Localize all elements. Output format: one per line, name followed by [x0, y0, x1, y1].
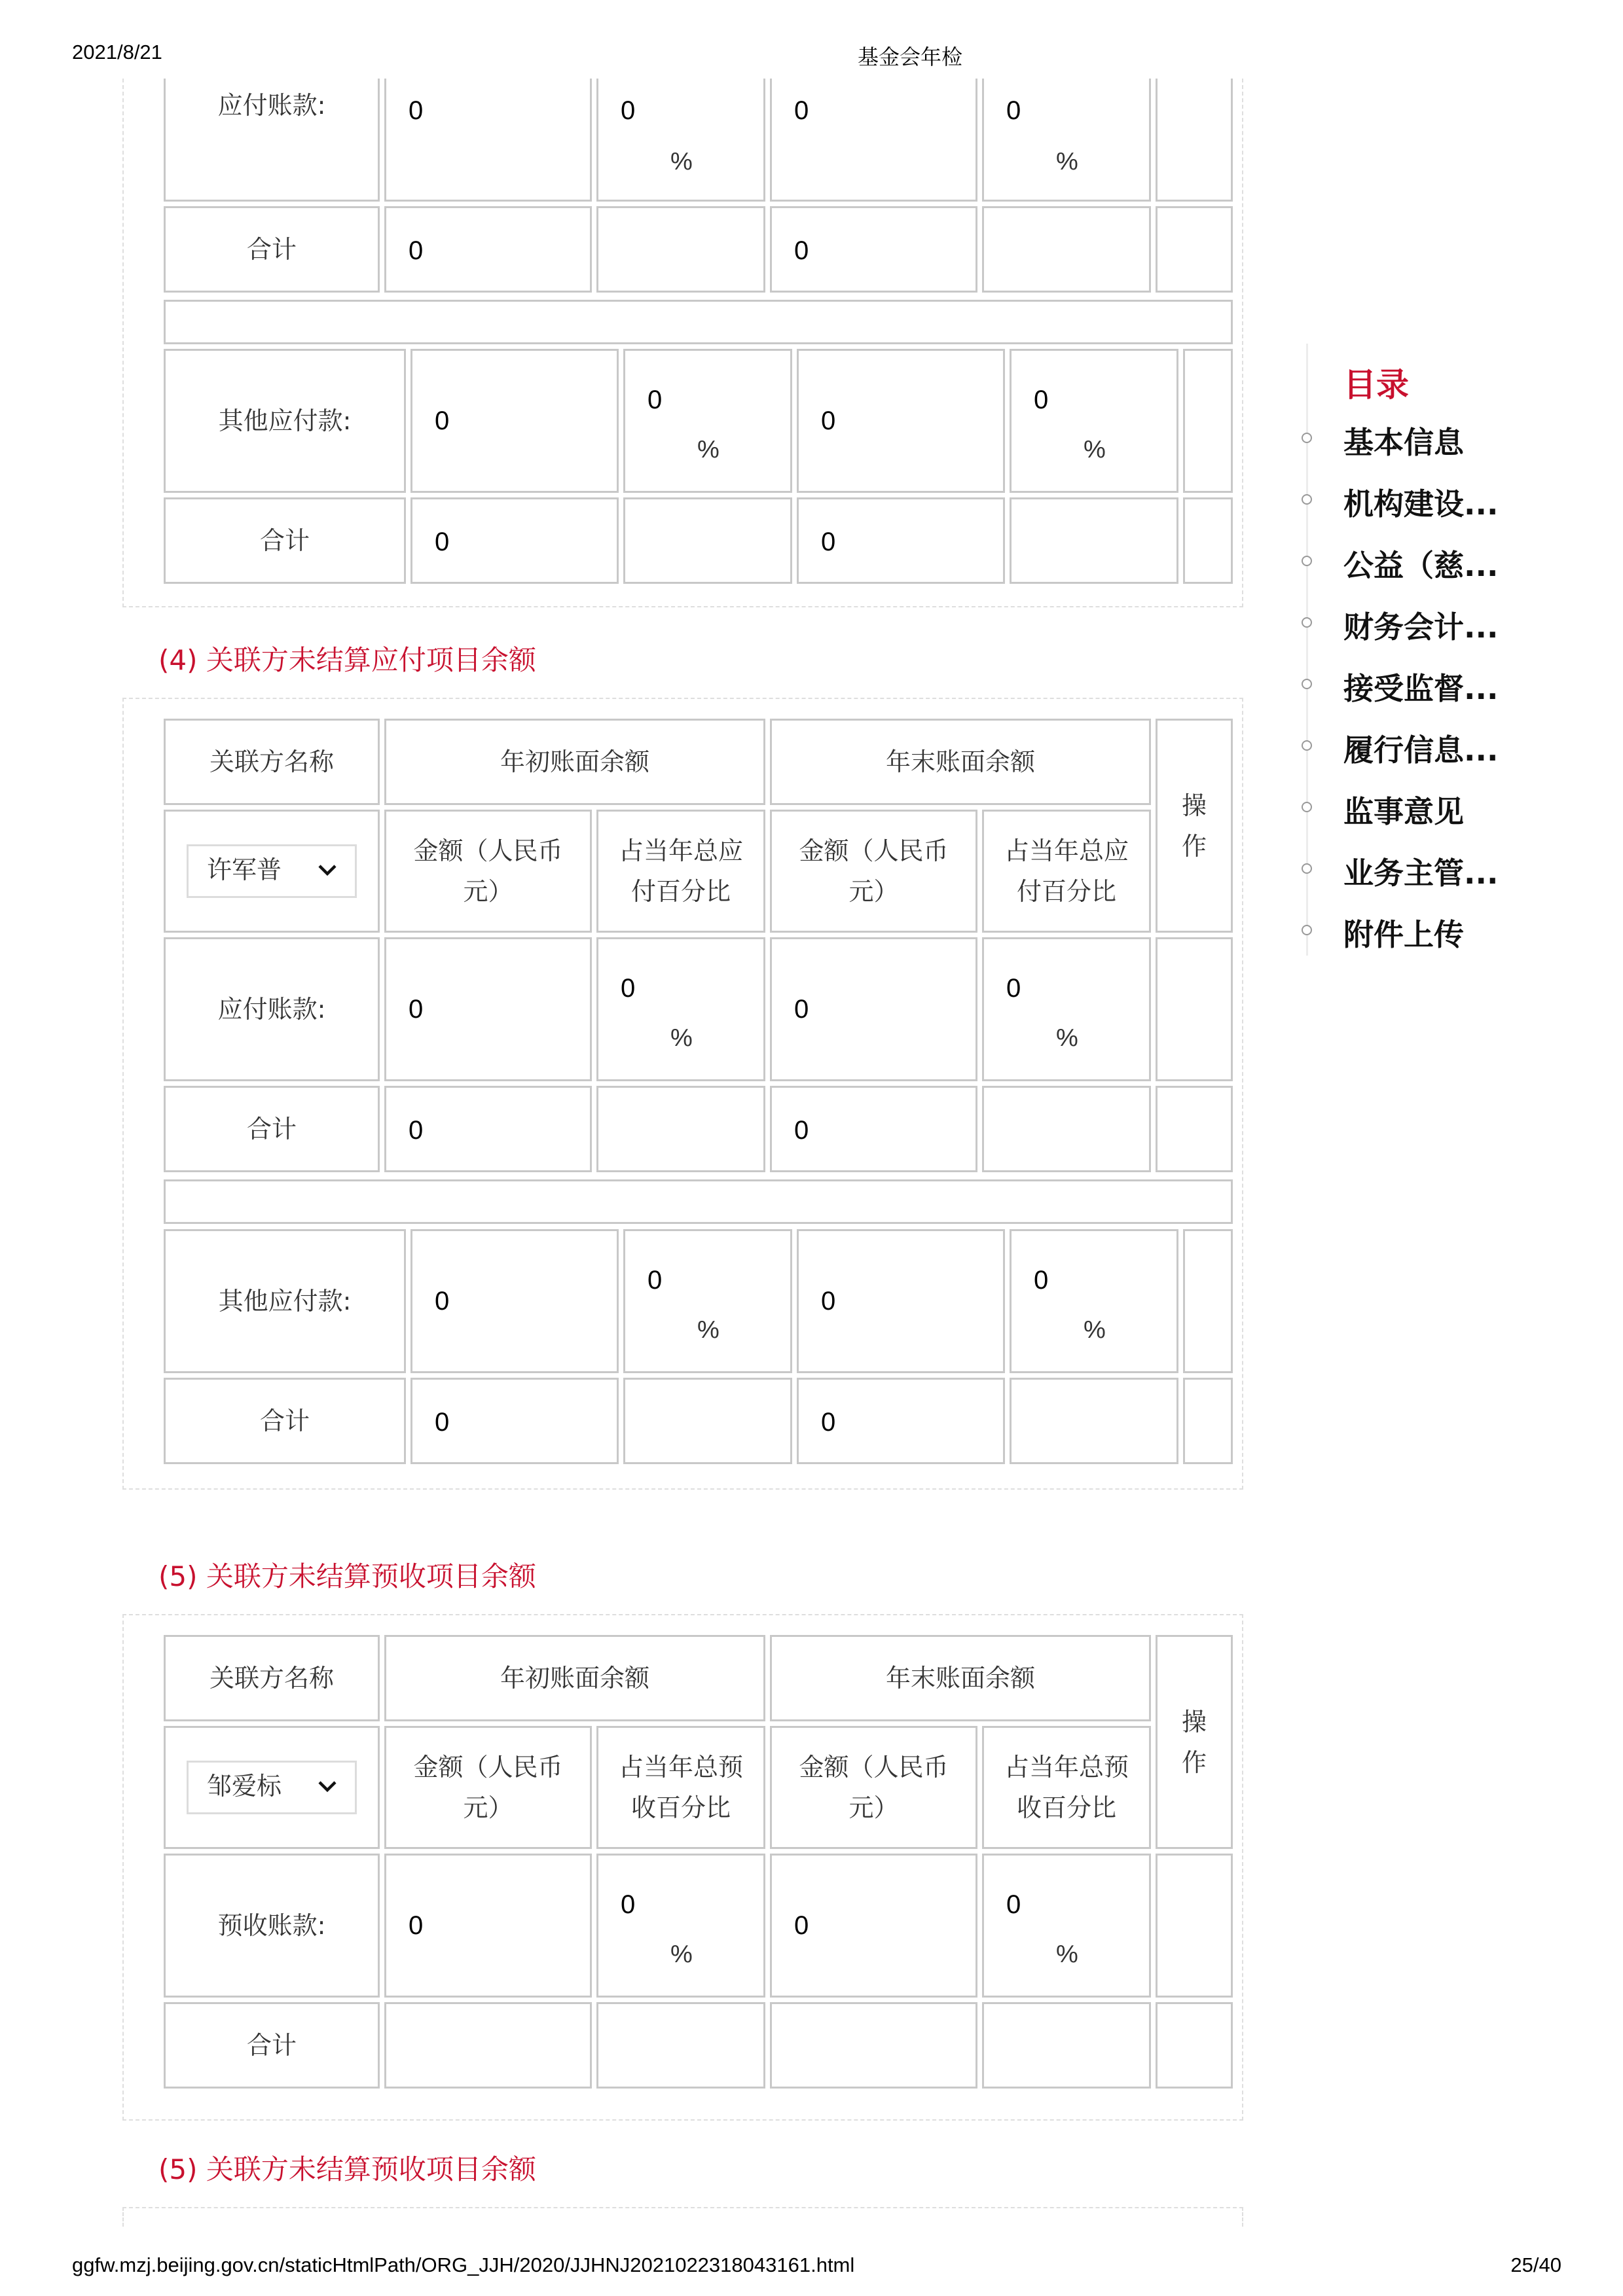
total-end-amount: 0 [770, 206, 977, 293]
total-begin-percent [596, 206, 765, 293]
related-party-select-cell [164, 1726, 380, 1849]
receivable-begin-amount: 0 [384, 1854, 592, 1998]
total-begin-amount: 0 [384, 206, 592, 293]
section-title-receivable-related: (5) 关联方未结算预收项目余额 [158, 2153, 536, 2185]
total-end-amount: 0 [770, 1086, 977, 1172]
other-end-amount: 0 [797, 1229, 1005, 1373]
row-label-total: 合计 [164, 497, 406, 584]
receivable-action[interactable] [1156, 1854, 1233, 1998]
other-end-amount: 0 [797, 349, 1005, 493]
payable-action[interactable] [1156, 937, 1233, 1081]
total-begin-amount: 0 [410, 497, 619, 584]
other-action[interactable] [1183, 349, 1233, 493]
row-label-total: 合计 [164, 1086, 380, 1172]
toc-item-org-construction[interactable]: 机构建设... [1343, 486, 1499, 522]
row-label-total: 合计 [164, 1378, 406, 1464]
col-header-begin-balance: 年初账面余额 [384, 1635, 765, 1721]
toc-bullet-icon [1302, 863, 1312, 874]
toc-bullet-icon [1302, 740, 1312, 751]
col-header-end-balance: 年末账面余额 [770, 719, 1151, 805]
payable-end-amount: 0 [770, 79, 977, 202]
receivable-end-percent: 0 % [982, 1854, 1151, 1998]
other-begin-amount: 0 [410, 349, 619, 493]
toc-bullet-icon [1302, 802, 1312, 812]
toc-item-finance[interactable]: 财务会计... [1343, 609, 1499, 645]
other-end-percent: 0 % [1010, 1229, 1178, 1373]
page-number: 25/40 [1510, 2253, 1561, 2276]
chevron-down-icon [316, 858, 339, 882]
toc-bullet-icon [1302, 556, 1312, 566]
total-end-percent [982, 1086, 1151, 1172]
chevron-down-icon [316, 1774, 339, 1798]
payable-begin-percent: 0 % [596, 937, 765, 1081]
related-party-select[interactable]: 邹爱标 [187, 1761, 357, 1814]
col-header-name: 关联方名称 [164, 719, 380, 805]
spacer-row [164, 300, 1233, 344]
other-action[interactable] [1183, 1229, 1233, 1373]
total-end-amount: 0 [797, 1378, 1005, 1464]
col-header-end-balance: 年末账面余额 [770, 1635, 1151, 1721]
related-party-select-cell [164, 810, 380, 933]
total-begin-amount [384, 2002, 592, 2089]
related-party-select[interactable]: 许军普 [187, 844, 357, 898]
payable-begin-amount: 0 [384, 79, 592, 202]
section-title-receivable-related: (5) 关联方未结算预收项目余额 [158, 1560, 536, 1592]
toc-item-supervision[interactable]: 接受监督... [1343, 671, 1499, 706]
sub-header-end-amount: 金额（人民币 元） [770, 810, 977, 933]
receivable-begin-percent: 0 % [596, 1854, 765, 1998]
toc-bullet-icon [1302, 679, 1312, 689]
toc-bullet-icon [1302, 925, 1312, 935]
row-label-other-payable: 其他应付款: [164, 349, 406, 493]
row-label-total: 合计 [164, 206, 380, 293]
spacer-row [164, 1179, 1233, 1224]
toc-title: 目录 [1343, 366, 1409, 404]
row-label-payable: 应付账款: [164, 79, 380, 202]
table-container [122, 2207, 1243, 2227]
total-action[interactable] [1156, 206, 1233, 293]
payable-end-percent: 0 % [982, 937, 1151, 1081]
sub-header-end-amount: 金额（人民币 元） [770, 1726, 977, 1849]
total-begin-percent [596, 1086, 765, 1172]
toc-item-charity[interactable]: 公益（慈... [1343, 548, 1499, 583]
sub-header-begin-amount: 金额（人民币 元） [384, 810, 592, 933]
total-end-percent [982, 2002, 1151, 2089]
other-begin-percent: 0 % [623, 1229, 792, 1373]
toc-bullet-icon [1302, 494, 1312, 505]
section-title-payable-related: (4) 关联方未结算应付项目余额 [158, 644, 536, 676]
total-begin-amount: 0 [410, 1378, 619, 1464]
sub-header-end-percent: 占当年总应 付百分比 [982, 810, 1151, 933]
total-action[interactable] [1183, 497, 1233, 584]
total-action[interactable] [1183, 1378, 1233, 1464]
other-end-percent: 0 % [1010, 349, 1178, 493]
other-begin-percent: 0 % [623, 349, 792, 493]
total-end-percent [982, 206, 1151, 293]
total-action[interactable] [1156, 2002, 1233, 2089]
payable-begin-amount: 0 [384, 937, 592, 1081]
print-url: ggfw.mzj.beijing.gov.cn/staticHtmlPath/ORG_JJH/2020/JJHNJ2021022318043161.html [72, 2253, 855, 2276]
payable-end-percent: 0 % [982, 79, 1151, 202]
toc-item-supervisor-opinion[interactable]: 监事意见 [1343, 794, 1464, 829]
col-header-action: 操 作 [1156, 1635, 1233, 1849]
payable-end-amount: 0 [770, 937, 977, 1081]
total-begin-percent [623, 497, 792, 584]
col-header-begin-balance: 年初账面余额 [384, 719, 765, 805]
toc-item-attachments[interactable]: 附件上传 [1343, 917, 1464, 952]
toc-item-basic-info[interactable]: 基本信息 [1343, 425, 1464, 460]
toc-bullet-icon [1302, 617, 1312, 628]
sub-header-begin-amount: 金额（人民币 元） [384, 1726, 592, 1849]
toc-item-competent-authority[interactable]: 业务主管... [1343, 855, 1499, 891]
payable-action[interactable] [1156, 79, 1233, 202]
toc-bullet-icon [1302, 433, 1312, 443]
print-title: 基金会年检 [857, 45, 962, 69]
total-begin-percent [623, 1378, 792, 1464]
total-begin-percent [596, 2002, 765, 2089]
total-begin-amount: 0 [384, 1086, 592, 1172]
total-end-amount: 0 [797, 497, 1005, 584]
total-end-percent [1010, 1378, 1178, 1464]
sub-header-begin-percent: 占当年总预 收百分比 [596, 1726, 765, 1849]
total-action[interactable] [1156, 1086, 1233, 1172]
receivable-end-amount: 0 [770, 1854, 977, 1998]
col-header-name: 关联方名称 [164, 1635, 380, 1721]
total-end-amount [770, 2002, 977, 2089]
toc-item-disclosure[interactable]: 履行信息... [1343, 732, 1499, 768]
total-end-percent [1010, 497, 1178, 584]
sub-header-begin-percent: 占当年总应 付百分比 [596, 810, 765, 933]
print-date: 2021/8/21 [72, 41, 162, 63]
row-label-total: 合计 [164, 2002, 380, 2089]
sub-header-end-percent: 占当年总预 收百分比 [982, 1726, 1151, 1849]
other-begin-amount: 0 [410, 1229, 619, 1373]
col-header-action: 操 作 [1156, 719, 1233, 933]
payable-begin-percent: 0 % [596, 79, 765, 202]
row-label-other-payable: 其他应付款: [164, 1229, 406, 1373]
row-label-payable: 应付账款: [164, 937, 380, 1081]
row-label-receivable: 预收账款: [164, 1854, 380, 1998]
